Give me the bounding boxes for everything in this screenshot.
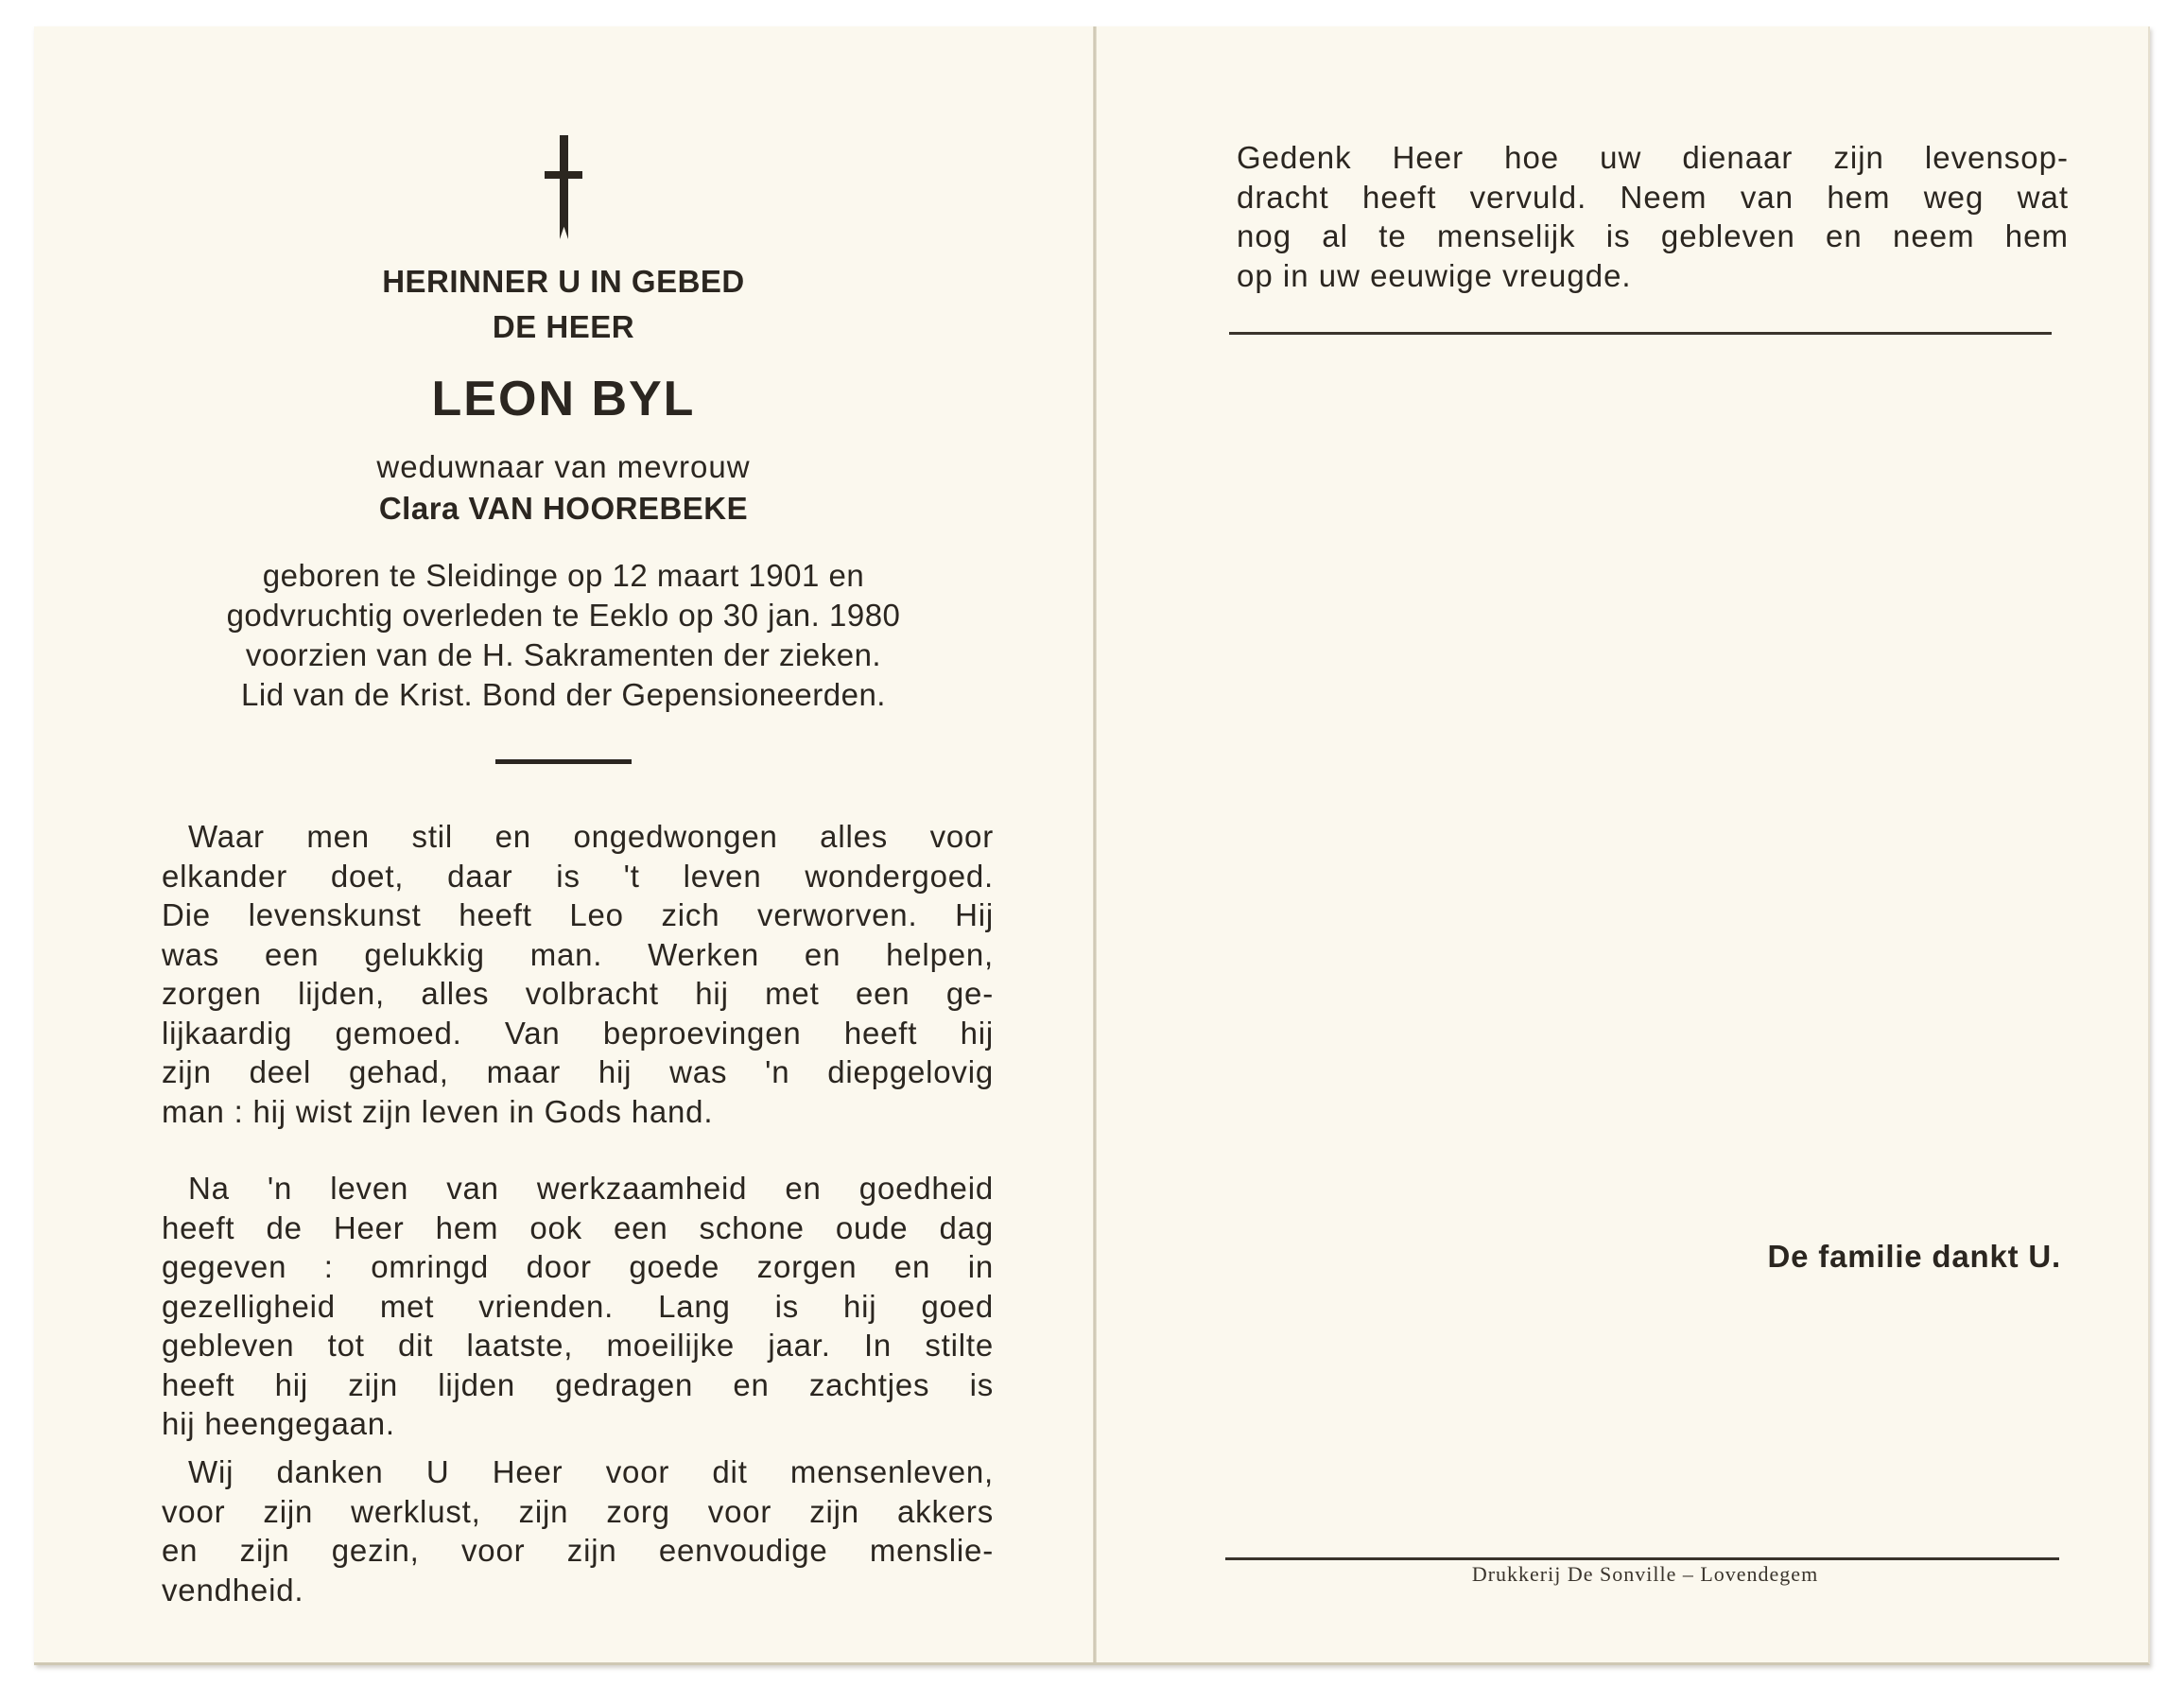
details-line: geboren te Sleidinge op 12 maart 1901 en [262,558,865,593]
paragraph-line: Waar men stil en ongedwongen alles voor [188,819,994,854]
prayer-text [1237,138,2069,295]
prayer-line: nog al te menselijk is gebleven en neem hem [1237,218,2069,253]
divider [1229,332,2052,335]
details-line: voorzien van de H. Sakramenten der zieken. [245,637,882,672]
prayer-line: dracht heeft vervuld. Neem van hem weg wat [1237,179,2069,215]
spouse-name: Clara VAN HOOREBEKE [378,491,749,526]
paragraph-line: gegeven : omringd door goede zorgen en in [162,1249,994,1284]
paragraph-line: elkander doet, daar is 't leven wondergoed. [162,858,994,894]
relation-block [110,446,1017,530]
relation-text: weduwnaar van mevrouw [376,449,751,484]
right-panel [1097,26,2148,1662]
thanks-text: De familie dankt U. [1767,1239,2061,1274]
printer-credit: Drukkerij De Sonville – Lovendegem [1471,1562,1819,1586]
paragraph-line: voor zijn werklust, zijn zorg voor zijn akkers [162,1493,994,1529]
paragraph-line: was een gelukkig man. Werken en helpen, [162,936,994,972]
paragraph-line: Die levenskunst heeft Leo zich verworven. Hij [162,897,994,932]
paragraph-line: lijkaardig gemoed. Van beproevingen heeft hij [162,1015,994,1051]
details-line: godvruchtig overleden te Eeklo op 30 jan. 1980 [226,598,901,633]
paragraph-2 [162,1169,994,1444]
paragraph-line: Wij danken U Heer voor dit mensenleven, [188,1454,994,1489]
memorial-card [34,26,2150,1665]
life-details [110,556,1017,675]
paragraph-line: zijn deel gehad, maar hij was 'n diepgelovig [162,1054,994,1089]
paragraph-line: gezelligheid met vrienden. Lang is hij goed [162,1288,994,1324]
paragraph-line: man : hij wist zijn leven in Gods hand. [162,1093,714,1129]
deceased-name: LEON BYL [431,372,696,426]
left-panel [34,26,1093,1662]
prayer-line: op in uw eeuwige vreugde. [1237,257,1632,293]
paragraph-line: heeft de Heer hem ook een schone oude dag [162,1209,994,1245]
cross-icon [545,135,582,239]
paragraph-line: zorgen lijden, alles volbracht hij met een ge- [162,976,994,1011]
deceased-name-block [110,371,1017,427]
membership-block [110,675,1017,715]
paragraph-line: vendheid. [162,1572,304,1608]
paragraph-line: gebleven tot dit laatste, moeilijke jaar. In stilte [162,1328,994,1363]
paragraph-line: hij heengegaan. [162,1406,395,1441]
paragraph-line: heeft hij zijn lijden gedragen en zachtjes is [162,1366,994,1402]
divider [1225,1557,2059,1560]
paragraph-line: Na 'n leven van werkzaamheid en goedheid [188,1171,994,1206]
paragraph-3 [162,1452,994,1609]
header-line: HERINNER U IN GEBED [382,264,745,299]
header-line: DE HEER [492,309,635,344]
divider [495,759,632,764]
header-block [110,259,1017,350]
paragraph-line: en zijn gezin, voor zijn eenvoudige menslie- [162,1533,994,1568]
paragraph-1 [162,817,994,1131]
prayer-line: Gedenk Heer hoe uw dienaar zijn levensop- [1237,140,2069,175]
membership-text: Lid van de Krist. Bond der Gepensioneerden. [241,677,886,712]
